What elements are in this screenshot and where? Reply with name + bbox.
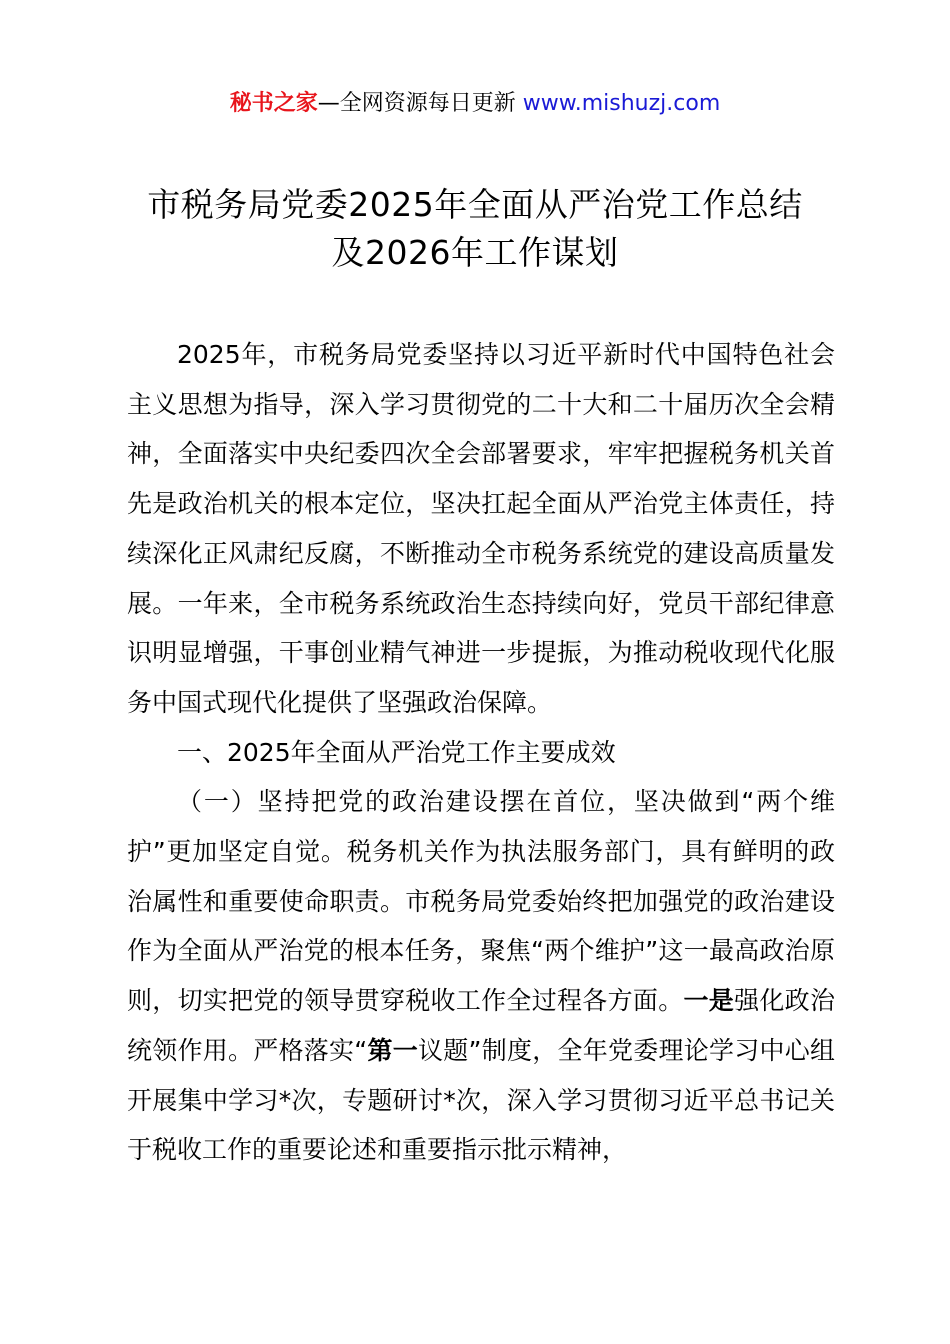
intro-paragraph: 2025年，市税务局党委坚持以习近平新时代中国特色社会主义思想为指导，深入学习贯彻党的二十大和二十届历次全会精神，全面落实中央纪委四次全会部署要求，牢牢把握税务机关首先是政治机关的根本定位，坚决扛起全面从严治党主体责任，持续深化正风肃纪反腐，不断推动全市税务系统党的建设高质量发展。一年来，全市税务系统政治生态持续向好，党员干部纪律意识明显增强，干事创业精气神进一步提振，为推动税收现代化服务中国式现代化提供了坚强政治保障。 (127, 340, 835, 717)
bold-marker-first: 一是 (683, 986, 735, 1016)
subsection-text-2: 强化政治统领作用。严格落实“ (127, 986, 835, 1065)
site-url-link[interactable]: www.mishuzj.com (522, 91, 721, 116)
document-body (127, 330, 835, 1175)
site-tagline: —全网资源每日更新 (317, 91, 523, 116)
site-name: 秘书之家 (229, 91, 318, 116)
title-line-2: 及2026年工作谋划 (331, 233, 619, 272)
subsection-paragraph (127, 777, 835, 1175)
section-heading: 一、2025年全面从严治党工作主要成效 (177, 737, 616, 767)
document-title (60, 181, 890, 277)
title-line-1: 市税务局党委2025年全面从严治党工作总结 (147, 185, 803, 224)
subsection-text: （一）坚持把党的政治建设摆在首位，坚决做到“两个维护”更加坚定自觉。税务机关作为执法服务部门，具有鲜明的政治属性和重要使命职责。市税务局党委始终把加强党的政治建设作为全面从严治党的根本任务，聚焦“两个维护”这一最高政治原则，切实把党的领导贯穿税收工作全过程各方面。 (127, 787, 835, 1016)
subsection-text-3: 议题”制度，全年党委理论学习中心组开展集中学习*次，专题研讨*次，深入学习贯彻习近平总书记关于税收工作的重要论述和重要指示批示精神， (127, 1035, 835, 1165)
site-header (0, 88, 950, 120)
bold-marker-topic: 第一 (367, 1035, 418, 1065)
